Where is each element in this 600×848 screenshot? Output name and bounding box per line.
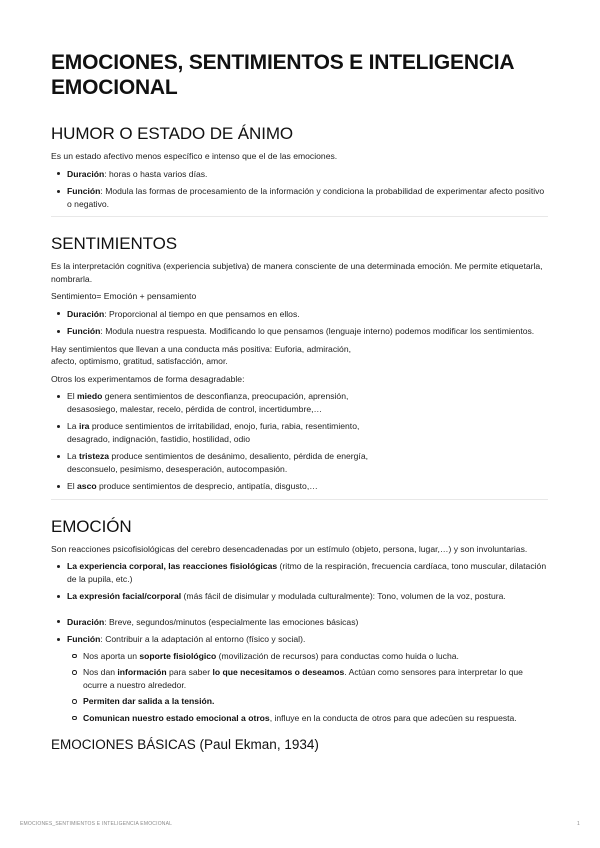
list-item: La tristeza produce sentimientos de desánimo, desaliento, pérdida de energía, desconsuelo, pesimismo, desesperación, autocompasión.: [51, 450, 548, 475]
section-humor: [51, 124, 548, 210]
list-item: Nos dan información para saber lo que necesitamos o deseamos. Actúan como sensores para interpretar lo que ocurre a nuestro alrededor.: [67, 666, 548, 691]
humor-intro: Es un estado afectivo menos específico e intenso que el de las emociones.: [51, 151, 338, 161]
footer-page-number: 1: [577, 821, 580, 827]
list-item: Permiten dar salida a la tensión.: [67, 695, 548, 708]
sentimientos-negative-intro: Otros los experimentamos de forma desagradable:: [51, 373, 245, 384]
document-title: EMOCIONES, SENTIMIENTOS E INTELIGENCIA EMOCIONAL: [51, 51, 514, 99]
heading-emocion: EMOCIÓN: [51, 516, 132, 536]
list-item: El asco produce sentimientos de desprecio, antipatía, disgusto,…: [51, 480, 548, 493]
list-item: Nos aporta un soporte fisiológico (movilización de recursos) para conductas como huida o lucha.: [67, 650, 548, 663]
section-divider: [51, 499, 548, 500]
list-item: Función: Modula nuestra respuesta. Modificando lo que pensamos (lenguaje interno) podemos modificar los sentimientos.: [51, 325, 548, 338]
funcion-sublist: [67, 650, 548, 725]
section-divider: [51, 216, 548, 217]
footer-doc-name: EMOCIONES_SENTIMIENTOS E INTELIGENCIA EMOCIONAL: [20, 821, 173, 827]
heading-sentimientos: SENTIMIENTOS: [51, 234, 178, 253]
list-item: La ira produce sentimientos de irritabilidad, enojo, furia, rabia, resentimiento, desagrado, indignación, fastidio, hostilidad, odio: [51, 420, 548, 445]
list-item: Duración: Breve, segundos/minutos (especialmente las emociones básicas): [51, 616, 548, 629]
emocion-list: [51, 616, 548, 725]
sentimientos-negative-list: [51, 390, 548, 493]
heading-emociones-basicas: EMOCIONES BÁSICAS (Paul Ekman, 1934): [51, 737, 319, 752]
emocion-intro: Son reacciones psicofisiológicas del cerebro desencadenadas por un estímulo (objeto, persona, lugar,…) y son involuntarias.: [51, 543, 528, 554]
list-item: Duración: Proporcional al tiempo en que pensamos en ellos.: [51, 308, 548, 321]
list-item: Comunican nuestro estado emocional a otros, influye en la conducta de otros para que adecúen su respuesta.: [67, 712, 548, 725]
section-emocion: [51, 517, 548, 725]
list-item: El miedo genera sentimientos de desconfianza, preocupación, aprensión, desasosiego, malestar, recelo, pérdida de control, incertidumbre,…: [51, 390, 548, 415]
list-item: Duración: horas o hasta varios días.: [51, 168, 548, 181]
sentimientos-list: [51, 308, 548, 338]
sentimientos-formula: Sentimiento= Emoción + pensamiento: [51, 291, 197, 301]
section-sentimientos: [51, 234, 548, 493]
list-item: Función: Modula las formas de procesamiento de la información y condiciona la probabilidad de experimentar afecto positivo o negativo.: [51, 185, 548, 210]
humor-list: [51, 168, 548, 211]
sentimientos-intro: Es la interpretación cognitiva (experiencia subjetiva) de manera consciente de una determinada emoción. Me permite etiquetarla, nombrarla.: [51, 261, 543, 284]
heading-humor: HUMOR O ESTADO DE ÁNIMO: [51, 124, 294, 143]
list-item: La experiencia corporal, las reacciones fisiológicas (ritmo de la respiración, frecuencia cardíaca, tono muscular, dilatación de la pupila, etc.): [51, 560, 548, 585]
list-item: Función: Contribuir a la adaptación al entorno (físico y social). Nos aporta un soporte fisiológico (movilización de recursos) para conductas como huida o lucha. Nos dan información para saber lo que necesitamos o deseamos. Actúan como sensores para interpretar lo que ocurre a nuestro alrededor. Permiten dar salida a la tensión. Comunican nuestro estado emocional a otros, influye en la conducta de otros para que adecúen su respuesta.: [51, 633, 548, 724]
list-item: La expresión facial/corporal (más fácil de disimular y modulada culturalmente): Tono, volumen de la voz, postura.: [51, 590, 548, 603]
page-footer: [20, 821, 580, 827]
document-page: [51, 50, 548, 754]
sentimientos-positive: Hay sentimientos que llevan a una conducta más positiva: Euforia, admiración, afecto, optimismo, gratitud, satisfacción, amor.: [51, 343, 351, 366]
spacer: [51, 608, 548, 616]
emocion-components-list: [51, 560, 548, 603]
